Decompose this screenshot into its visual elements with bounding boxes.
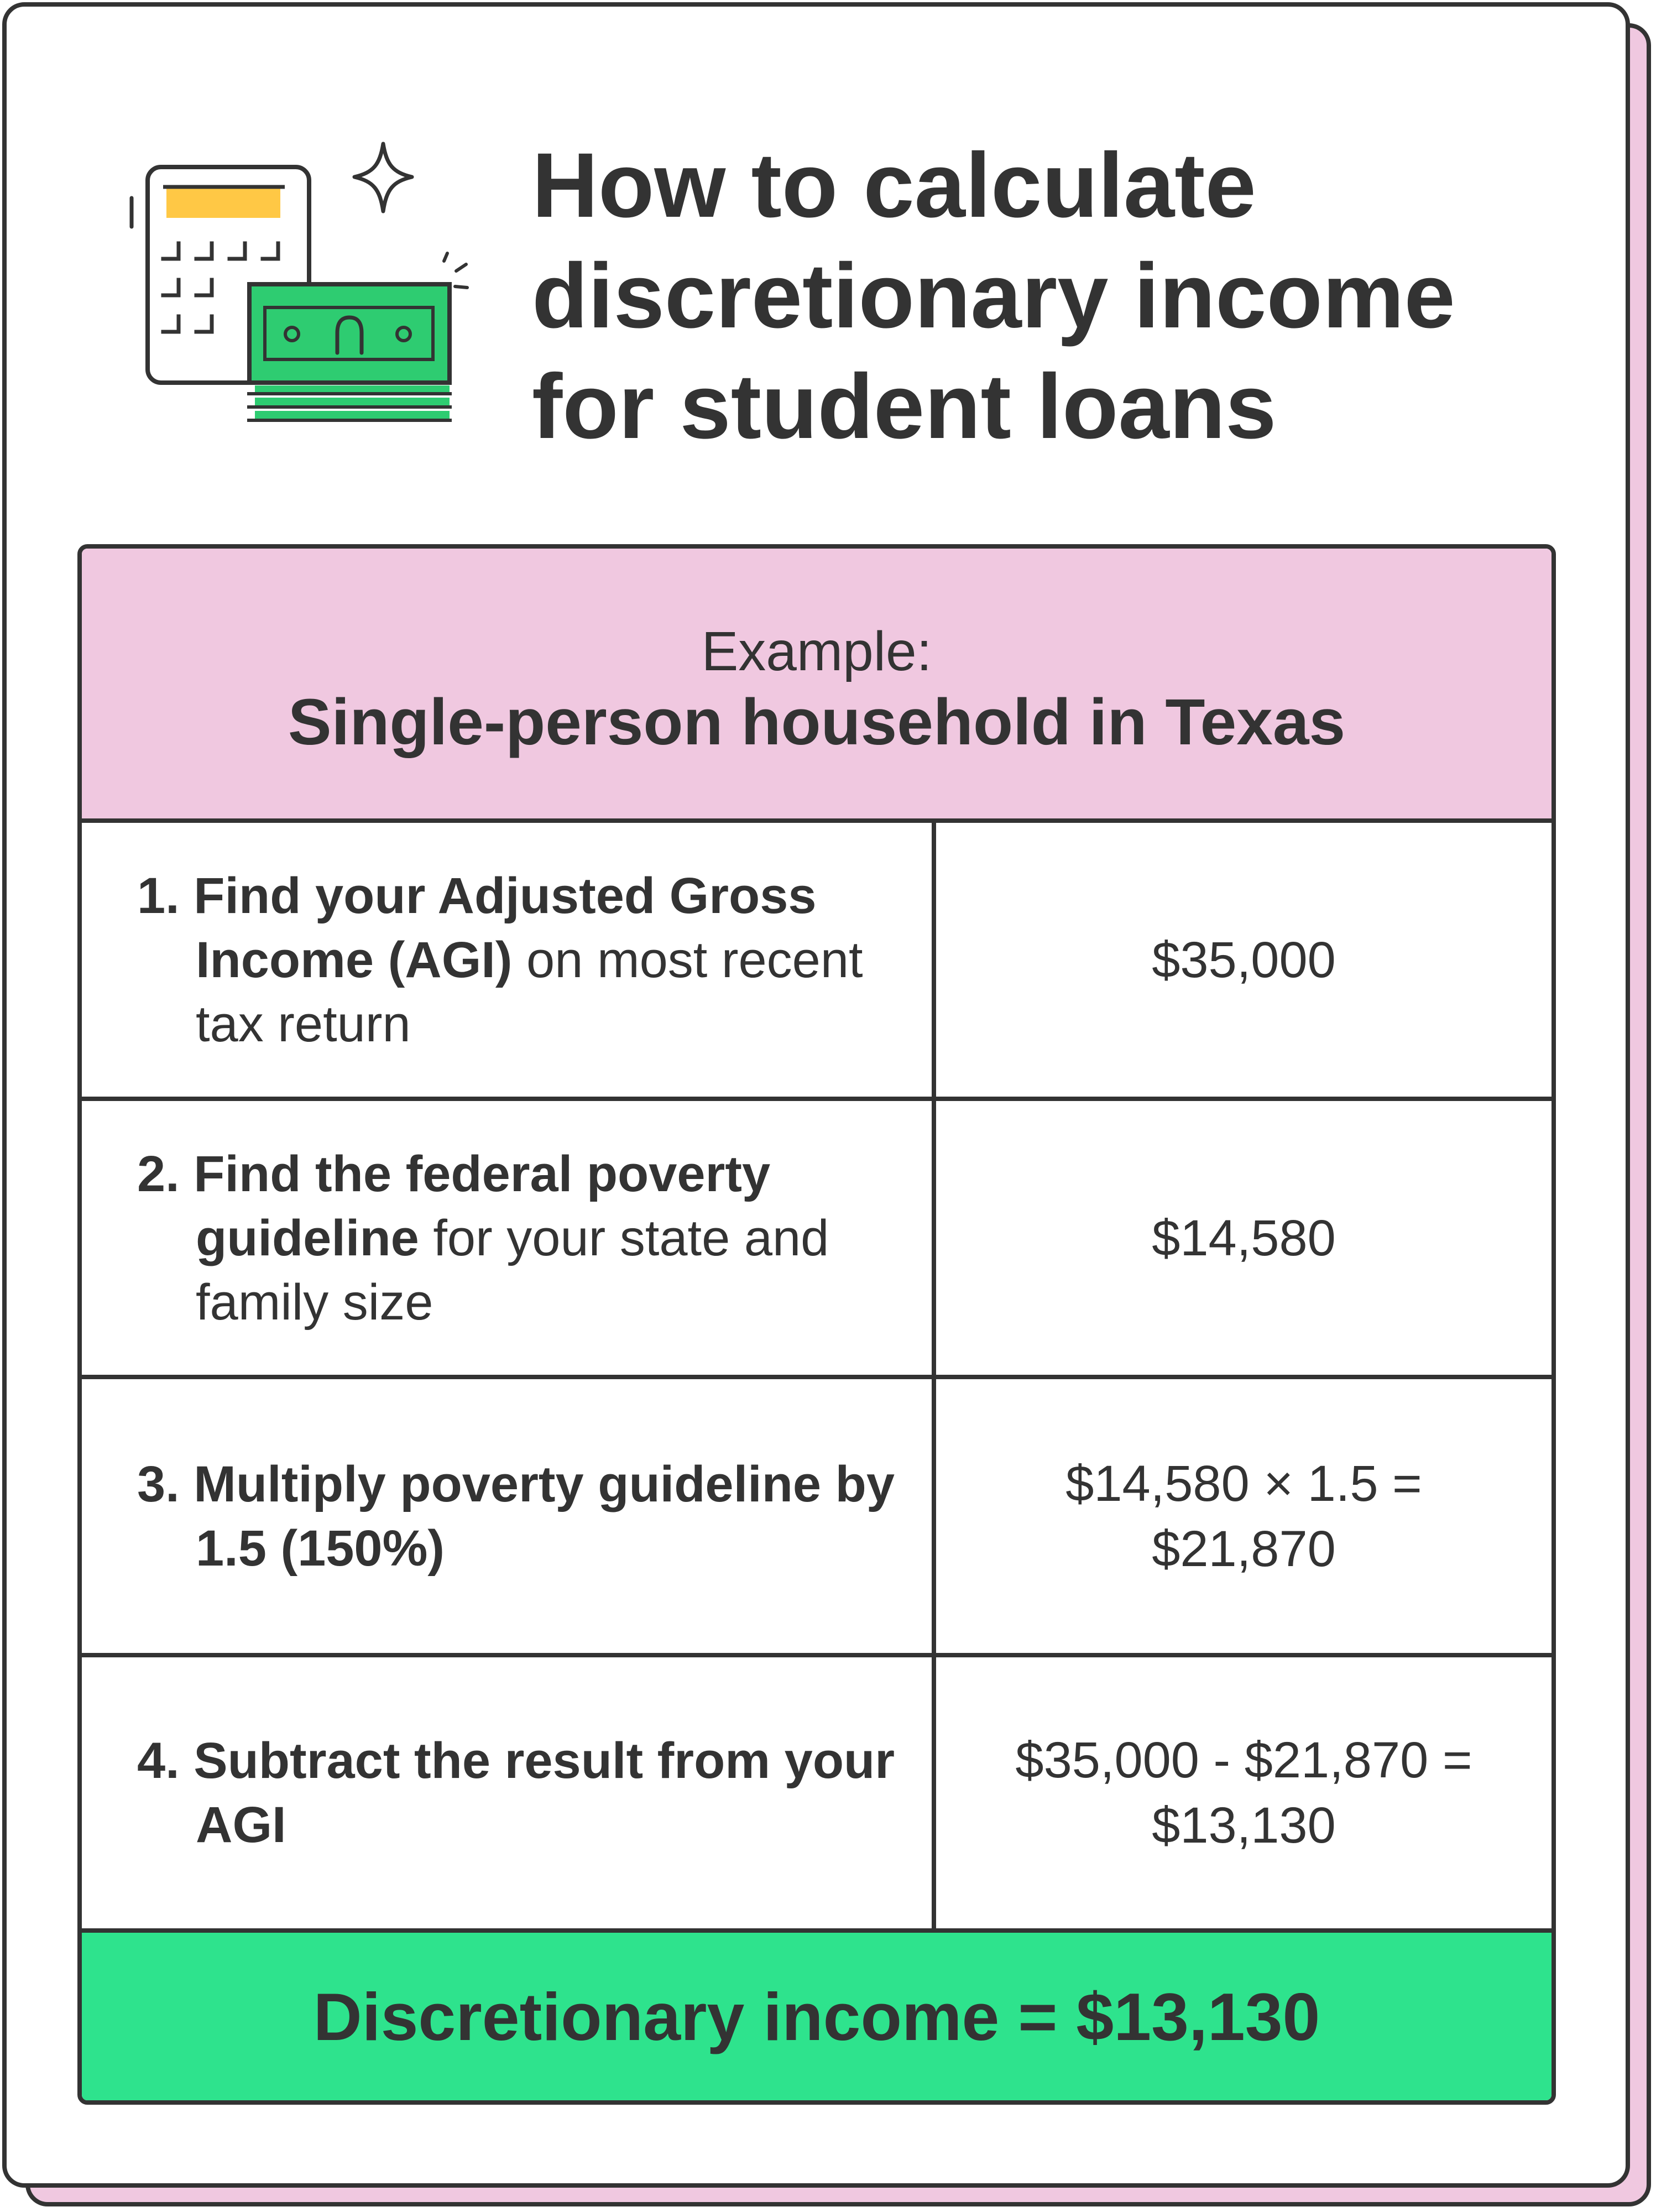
step-rest-text: for your state and family size xyxy=(196,1209,829,1331)
step-label-cell xyxy=(82,1379,936,1653)
table-row xyxy=(82,823,1551,1101)
step-label-cell xyxy=(82,1657,936,1928)
step-value-cell xyxy=(936,1657,1551,1928)
calculator-money-illustration xyxy=(124,138,478,437)
step-value-line-2: $21,870 xyxy=(1152,1520,1336,1577)
table-row xyxy=(82,1657,1551,1933)
table-row xyxy=(82,1101,1551,1379)
step-value-line-2: $13,130 xyxy=(1152,1797,1336,1854)
step-value-line-1: $35,000 xyxy=(1152,931,1336,988)
step-bold-text: Subtract the result from your AGI xyxy=(194,1733,895,1853)
step-number: 4. xyxy=(137,1733,180,1789)
step-value-line-1: $14,580 × 1.5 = xyxy=(1065,1455,1422,1512)
result-footer: Discretionary income = $13,130 xyxy=(82,1933,1551,2100)
step-bold-text: Multiply poverty guideline by 1.5 (150%) xyxy=(194,1455,895,1577)
step-text xyxy=(137,864,932,1056)
step-number: 1. xyxy=(137,867,180,924)
page-title xyxy=(532,131,1582,462)
sparkle-icon xyxy=(354,144,412,211)
money-stack-icon xyxy=(247,284,452,420)
step-value-line-1: $14,580 xyxy=(1152,1209,1336,1266)
calculator-display-icon xyxy=(166,187,280,218)
title-line-3: for student loans xyxy=(532,356,1277,458)
step-number: 3. xyxy=(137,1455,180,1512)
title-line-1: How to calculate xyxy=(532,134,1256,237)
step-text xyxy=(137,1729,932,1857)
step-value-cell xyxy=(936,823,1551,1097)
table-header xyxy=(82,549,1551,823)
header-eyebrow: Example: xyxy=(701,620,932,682)
step-text xyxy=(137,1452,932,1580)
step-label-cell xyxy=(82,823,936,1097)
example-table xyxy=(77,544,1556,2105)
header-title: Single-person household in Texas xyxy=(288,686,1346,759)
title-line-2: discretionary income xyxy=(532,245,1455,347)
step-number: 2. xyxy=(137,1145,180,1202)
step-value-cell xyxy=(936,1101,1551,1375)
step-rest-text: on most recent tax return xyxy=(196,931,863,1052)
table-row xyxy=(82,1379,1551,1657)
step-label-cell xyxy=(82,1101,936,1375)
step-text xyxy=(137,1142,932,1334)
step-value-cell xyxy=(936,1379,1551,1653)
step-value-line-1: $35,000 - $21,870 = xyxy=(1015,1732,1472,1788)
step-bold-text: Find the federal poverty guideline xyxy=(194,1145,771,1266)
step-bold-text: Find your Adjusted Gross Income (AGI) xyxy=(194,867,817,988)
